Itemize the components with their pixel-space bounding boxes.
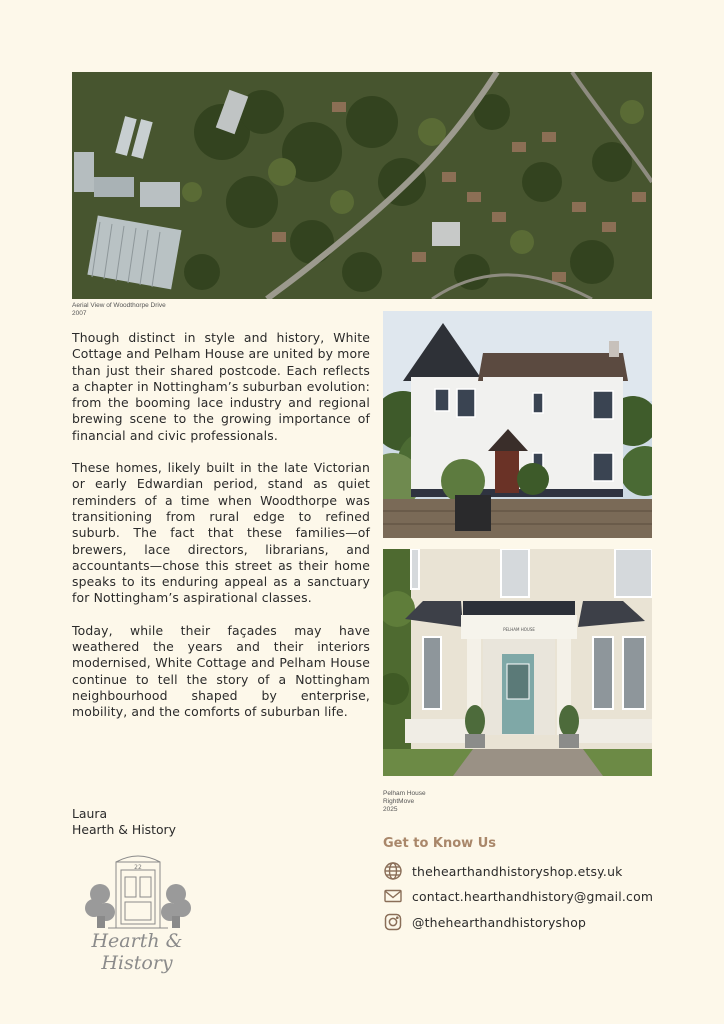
pelham-house-photo	[383, 549, 652, 776]
signature	[72, 806, 176, 838]
instagram-icon	[383, 912, 403, 932]
logo-illustration	[80, 852, 200, 932]
mail-icon	[383, 886, 403, 906]
logo-wordmark: Hearth & History	[91, 930, 183, 974]
globe-icon	[383, 861, 403, 881]
contact-website-row[interactable]	[383, 861, 623, 881]
contact-website[interactable]: thehearthandhistoryshop.etsy.uk	[412, 863, 623, 879]
contact-email[interactable]: contact.hearthandhistory@gmail.com	[412, 888, 654, 904]
door-sign: PELHAM HOUSE	[503, 627, 535, 632]
aerial-caption-year: 2007	[72, 310, 87, 317]
aerial-photo-illustration	[72, 72, 652, 299]
signature-name: Laura	[72, 806, 108, 821]
signature-company: Hearth & History	[72, 822, 176, 837]
white-cottage-illustration	[383, 311, 652, 538]
paragraph-1: Though distinct in style and history, White Cottage and Pelham House are united by more than just their shared postcode. Each reflects a chapter in Nottingham’s suburban evolution: from the booming lace industry and regional brewing scene to the growing importance of financial and civic professionals.	[72, 330, 370, 443]
pelham-caption-source: RightMove	[383, 798, 415, 805]
pelham-caption-title: Pelham House	[383, 790, 426, 797]
aerial-caption	[72, 302, 166, 318]
contact-instagram-row[interactable]	[383, 912, 586, 932]
door-illustration	[80, 852, 200, 932]
pelham-caption	[383, 790, 426, 814]
white-cottage-photo	[383, 311, 652, 538]
aerial-photo	[72, 72, 652, 299]
aerial-caption-title: Aerial View of Woodthorpe Drive	[72, 302, 166, 309]
contact-email-row[interactable]	[383, 886, 653, 906]
contact-instagram[interactable]: @thehearthandhistoryshop	[412, 914, 587, 930]
pelham-house-illustration	[383, 549, 652, 776]
pelham-caption-year: 2025	[383, 806, 398, 813]
body-text	[72, 330, 370, 737]
door-number: 22	[134, 864, 142, 871]
paragraph-2: These homes, likely built in the late Victorian or early Edwardian period, stand as quiet reminders of a time when Woodthorpe was transitioning from rural edge to refined suburb. The fact that these families—of brewers, lace directors, librarians, and accountants—chose this street as their home speaks to its enduring appeal as a sanctuary for Nottingham’s aspirational classes.	[72, 460, 370, 606]
contact-title: Get to Know Us	[383, 836, 496, 851]
paragraph-3: Today, while their façades may have weathered the years and their interiors modernised, White Cottage and Pelham House continue to tell the story of a Nottingham neighbourhood shaped by enterprise, mobility, and the comforts of suburban life.	[72, 622, 370, 720]
